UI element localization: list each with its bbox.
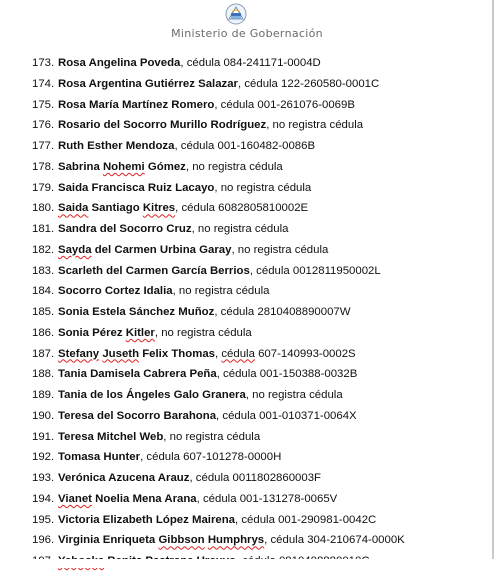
list-item-text	[58, 406, 357, 427]
list-item-text	[58, 510, 376, 531]
id-detail-segment: , no registra cédula	[172, 285, 270, 298]
id-detail-segment: , cédula 001-160482-0086B	[174, 140, 316, 152]
list-item-text	[58, 530, 405, 551]
list-item	[0, 489, 494, 510]
list-item-number: 182.	[32, 243, 55, 256]
person-name-segment: Stefany	[58, 347, 100, 360]
person-name-segment: Victoria Elizabeth López Mairena	[58, 513, 236, 526]
ministry-title: Ministerio de Gobernación	[171, 27, 323, 40]
list-item-text	[58, 468, 321, 489]
list-item	[0, 323, 494, 344]
list-item-text	[58, 115, 363, 136]
coat-of-arms-seal-icon	[225, 3, 247, 25]
list-item	[0, 95, 494, 116]
list-item-number: 186.	[32, 326, 55, 339]
person-name-segment: Saida	[58, 202, 89, 215]
list-item-number: 174.	[32, 77, 55, 90]
person-name-segment: Gibbson	[158, 534, 205, 547]
list-item	[0, 261, 494, 282]
person-name-segment: Scarleth del Carmen García Berrios	[58, 264, 250, 277]
list-item	[0, 510, 494, 531]
person-name-segment: Verónica Azucena Arauz	[58, 472, 190, 484]
list-item-text	[58, 261, 381, 282]
id-detail-segment: , cédula 001-010371-0064X	[216, 409, 357, 422]
list-item-number: 179.	[32, 181, 55, 194]
list-item-text	[58, 53, 321, 74]
list-item	[0, 219, 494, 240]
list-item-text	[58, 447, 281, 468]
list-item	[0, 344, 494, 365]
list-item-number: 173.	[32, 57, 55, 69]
id-detail-segment: , no registra cédula	[266, 119, 364, 132]
list-item	[0, 74, 494, 95]
person-name-segment: Sayda	[58, 243, 92, 256]
list-item-number: 184.	[32, 285, 55, 298]
id-detail-segment: cédula	[221, 347, 255, 360]
person-name-segment: Sandra del Socorro Cruz	[58, 223, 192, 235]
id-detail-segment: , no registra cédula	[245, 389, 343, 401]
person-name-segment: Saida Francisca Ruiz Lacayo	[58, 181, 215, 194]
list-item	[0, 178, 494, 199]
page-bottom-cutoff	[0, 559, 494, 568]
list-item	[0, 157, 494, 178]
list-item-number: 188.	[32, 368, 55, 381]
person-name-segment: Tania de los Ángeles Galo Granera	[58, 389, 246, 401]
list-item-number: 193.	[32, 472, 55, 484]
list-item-text	[58, 157, 283, 178]
list-item-number: 190.	[32, 409, 55, 422]
list-item	[0, 198, 494, 219]
id-detail-segment: , cédula 001-150388-0032B	[216, 368, 358, 381]
list-item-number: 176.	[32, 119, 55, 132]
person-name-segment: Sabrina	[58, 160, 103, 173]
person-name-segment: Felix Thomas	[139, 347, 216, 360]
list-item	[0, 240, 494, 261]
list-item	[0, 281, 494, 302]
list-item-number: 196.	[32, 534, 55, 547]
list-item-number: 189.	[32, 389, 55, 401]
list-item	[0, 530, 494, 551]
list-item-text	[58, 178, 311, 199]
person-name-segment: Vianet	[58, 492, 92, 505]
list-item-number: 195.	[32, 513, 55, 526]
id-detail-segment: , cédula 001-131278-0065V	[196, 492, 338, 505]
id-detail-segment: , cédula 607-101278-0000H	[140, 451, 282, 464]
person-name-segment: Rosa Argentina Gutiérrez Salazar	[58, 77, 238, 90]
person-name-segment: Sonia Estela Sánchez Muñoz	[58, 306, 215, 318]
person-name-segment: Sonia Pérez	[58, 326, 126, 339]
list-item-text	[58, 219, 288, 240]
id-detail-segment: , cédula 0011802860003F	[189, 472, 321, 484]
id-detail-segment: , no registra cédula	[191, 223, 289, 235]
page-header	[0, 0, 494, 46]
list-item-number: 185.	[32, 306, 55, 318]
id-detail-segment: , no registra cédula	[214, 181, 312, 194]
list-item-text	[58, 364, 357, 385]
person-name-segment: Tomasa Hunter	[58, 451, 141, 464]
id-detail-segment: , cédula 2810408890007W	[214, 306, 351, 318]
list-item-number: 181.	[32, 223, 55, 235]
id-detail-segment: , no registra cédula	[231, 243, 329, 256]
list-item-text	[58, 198, 308, 219]
person-name-segment: Rosa Angelina Poveda	[58, 57, 181, 69]
list-item	[0, 364, 494, 385]
list-item-text	[58, 427, 260, 448]
list-item-number: 175.	[32, 98, 55, 111]
person-name-segment: Nohemi	[102, 160, 145, 173]
person-name-segment: del Carmen Urbina Garay	[91, 243, 232, 256]
person-name-segment: Santiago	[88, 202, 143, 215]
person-name-segment: Rosario del Socorro Murillo Rodríguez	[58, 119, 267, 132]
list-item	[0, 385, 494, 406]
id-detail-segment: , no registra cédula	[154, 326, 252, 339]
list-item	[0, 302, 494, 323]
list-item-text	[58, 489, 337, 510]
list-item	[0, 427, 494, 448]
list-item-number: 194.	[32, 492, 55, 505]
person-name-segment: Juseth	[102, 347, 140, 360]
list-item-text	[58, 95, 355, 116]
list-item	[0, 115, 494, 136]
id-detail-segment: , no registra cédula	[185, 160, 283, 173]
person-name-segment: Kitres	[142, 202, 176, 215]
id-detail-segment: , cédula 001-290981-0042C	[235, 513, 377, 526]
person-name-segment: Teresa Mitchel Web	[58, 430, 164, 443]
list-item-number: 178.	[32, 160, 55, 173]
person-name-segment: Kitler	[125, 326, 155, 339]
id-detail-segment: 607-140993-0002S	[254, 347, 356, 360]
list-item-number: 177.	[32, 140, 55, 152]
list-item-text	[58, 385, 343, 406]
list-item	[0, 136, 494, 157]
entry-list	[0, 53, 494, 572]
id-detail-segment: , cédula 0012811950002L	[249, 264, 381, 277]
list-item-number: 183.	[32, 264, 55, 277]
person-name-segment: Rosa María Martínez Romero	[58, 98, 215, 111]
person-name-segment: Gómez	[144, 160, 186, 173]
id-detail-segment: , cédula 304-210674-0000K	[264, 534, 405, 547]
list-item-text	[58, 344, 356, 365]
list-item-number: 191.	[32, 430, 55, 443]
list-item-number: 187.	[32, 347, 55, 360]
id-detail-segment: , cédula 122-260580-0001C	[238, 77, 380, 90]
list-item-text	[58, 136, 315, 157]
list-item-text	[58, 323, 252, 344]
person-name-segment: Humphrys	[207, 534, 265, 547]
person-name-segment: Ruth Esther Mendoza	[58, 140, 175, 152]
list-item-text	[58, 302, 351, 323]
list-item	[0, 53, 494, 74]
list-item	[0, 406, 494, 427]
person-name-segment: Tania Damisela Cabrera Peña	[58, 368, 217, 381]
id-detail-segment: , cédula 6082805810002E	[175, 202, 309, 215]
list-item	[0, 447, 494, 468]
id-detail-segment: , cédula 084-241171-0004D	[180, 57, 321, 69]
list-item	[0, 468, 494, 489]
id-detail-segment: ,	[215, 347, 222, 360]
id-detail-segment: , cédula 001-261076-0069B	[214, 98, 355, 111]
list-item-number: 180.	[32, 202, 55, 215]
list-item-number: 192.	[32, 451, 55, 464]
person-name-segment: Teresa del Socorro Barahona	[58, 409, 217, 422]
person-name-segment: Socorro Cortez Idalia	[58, 285, 173, 298]
person-name-segment: Virginia Enriqueta	[58, 534, 159, 547]
list-item-text	[58, 240, 328, 261]
list-item-text	[58, 281, 269, 302]
id-detail-segment: , no registra cédula	[163, 430, 261, 443]
person-name-segment: Noelia Mena Arana	[91, 492, 197, 505]
list-item-text	[58, 74, 379, 95]
